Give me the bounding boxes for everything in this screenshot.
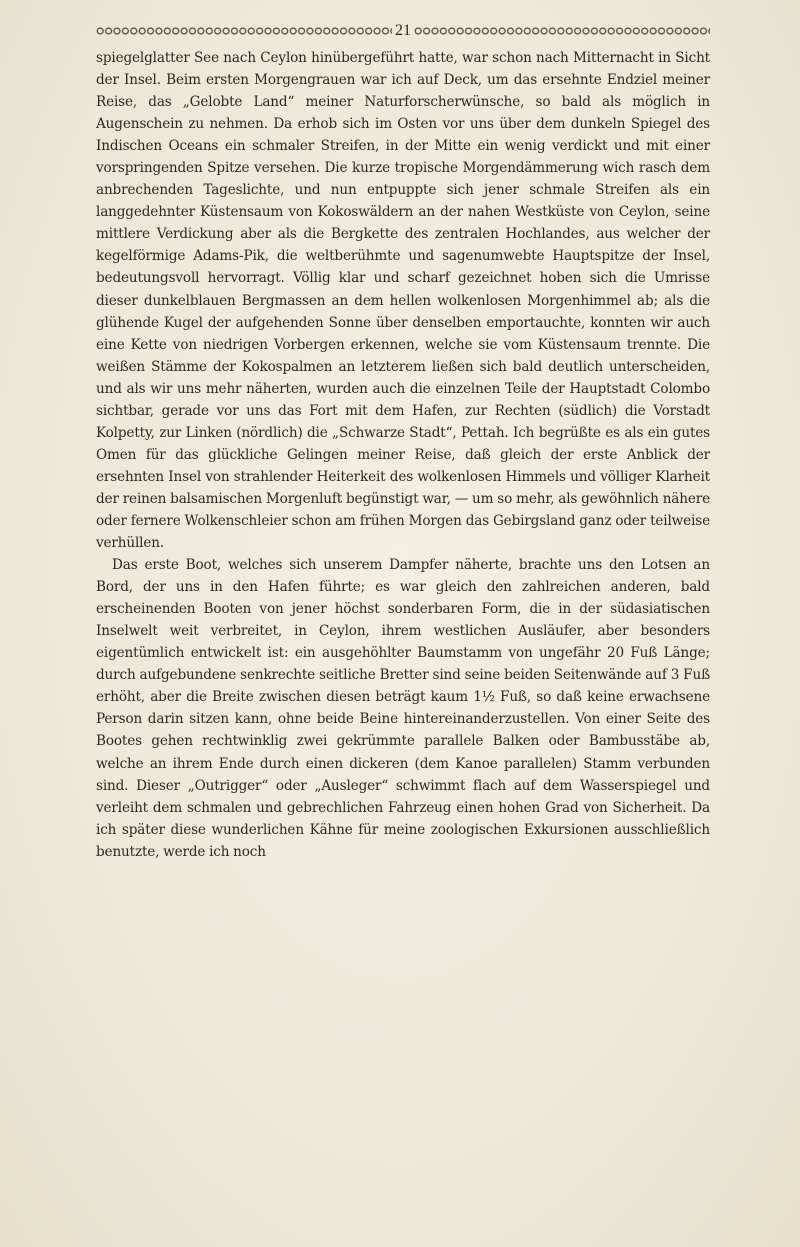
ornament-border-left [96,26,392,36]
paragraph-continued: spiegelglatter See nach Ceylon hinübergeführt hatte, war schon nach Mitternacht in Sicht der Insel. Beim ersten Morgengrauen war ich auf Deck, um das ersehnte Endziel meiner Reise, das „Gelobte Land“ meiner Naturforscherwünsche, so bald als möglich in Augenschein zu nehmen. Da erhob sich im Osten vor uns über dem dunkeln Spiegel des Indischen Oceans ein schmaler Streifen, in der Mitte ein wenig verdickt und mit einer vorspringenden Spitze versehen. Die kurze tropische Morgendämmerung wich rasch dem anbrechenden Tageslichte, und nun entpuppte sich jener schmale Streifen als ein langgedehnter Küstensaum von Kokoswäldern an der nahen Westküste von Ceylon, seine mittlere Verdickung aber als die Bergkette des zentralen Hochlandes, aus welcher der kegelförmige Adams-Pik, die weltberühmte und sagenumwebte Hauptspitze der Insel, bedeutungsvoll hervorragt. Völlig klar und scharf gezeichnet hoben sich die Umrisse dieser dunkelblauen Bergmassen an dem hellen wolkenlosen Morgenhimmel ab; als die glühende Kugel der aufgehenden Sonne über denselben emportauchte, konnten wir auch eine Kette von niedrigen Vorbergen erkennen, welche sie vom Küstensaum trennte. Die weißen Stämme der Kokospalmen an letzterem ließen sich bald deutlich unterscheiden, und als wir uns mehr näherten, wurden auch die einzelnen Teile der Hauptstadt Colombo sichtbar, gerade vor uns das Fort mit dem Hafen, zur Rechten (südlich) die Vorstadt Kolpetty, zur Linken (nördlich) die „Schwarze Stadt“, Pettah. Ich begrüßte es als ein gutes Omen für das glückliche Gelingen meiner Reise, daß gleich der erste Anblick der ersehnten Insel von strahlender Heiterkeit des wolkenlosen Himmels und völliger Klarheit der reinen balsamischen Morgenluft begünstigt war, — um so mehr, als gewöhnlich nähere oder fernere Wolkenschleier schon am frühen Morgen das Gebirgsland ganz oder teilweise verhüllen. [96,50,710,552]
page-header [96,22,710,40]
paragraph-boot: Das erste Boot, welches sich unserem Dampfer näherte, brachte uns den Lotsen an Bord, der uns in den Hafen führte; es war gleich den zahlreichen anderen, bald erscheinenden Booten von jener höchst sonderbaren Form, die in der südasiatischen Inselwelt weit verbreitet, in Ceylon, ihrem westlichen Ausläufer, aber besonders eigentümlich entwickelt ist: ein ausgehöhlter Baumstamm von ungefähr 20 Fuß Länge; durch aufgebundene senkrechte seitliche Bretter sind seine beiden Seitenwände auf 3 Fuß erhöht, aber die Breite zwischen diesen beträgt kaum 1½ Fuß, so daß keine erwachsene Person darin sitzen kann, ohne beide Beine hintereinanderzustellen. Von einer Seite des Bootes gehen rechtwinklig zwei gekrümmte parallele Balken oder Bambusstäbe ab, welche an ihrem Ende durch einen dickeren (dem Kanoe parallelen) Stamm verbunden sind. Dieser „Outrigger“ oder „Ausleger“ schwimmt flach auf dem Wasserspiegel und verleiht dem schmalen und gebrechlichen Fahrzeug einen hohen Grad von Sicherheit. Da ich später diese wunderlichen Kähne für meine zoologischen Exkursionen ausschließlich benutzte, werde ich noch [96,557,710,860]
ornament-border-right [414,26,710,36]
page-number: 21 [395,22,411,39]
body-text [96,47,710,863]
